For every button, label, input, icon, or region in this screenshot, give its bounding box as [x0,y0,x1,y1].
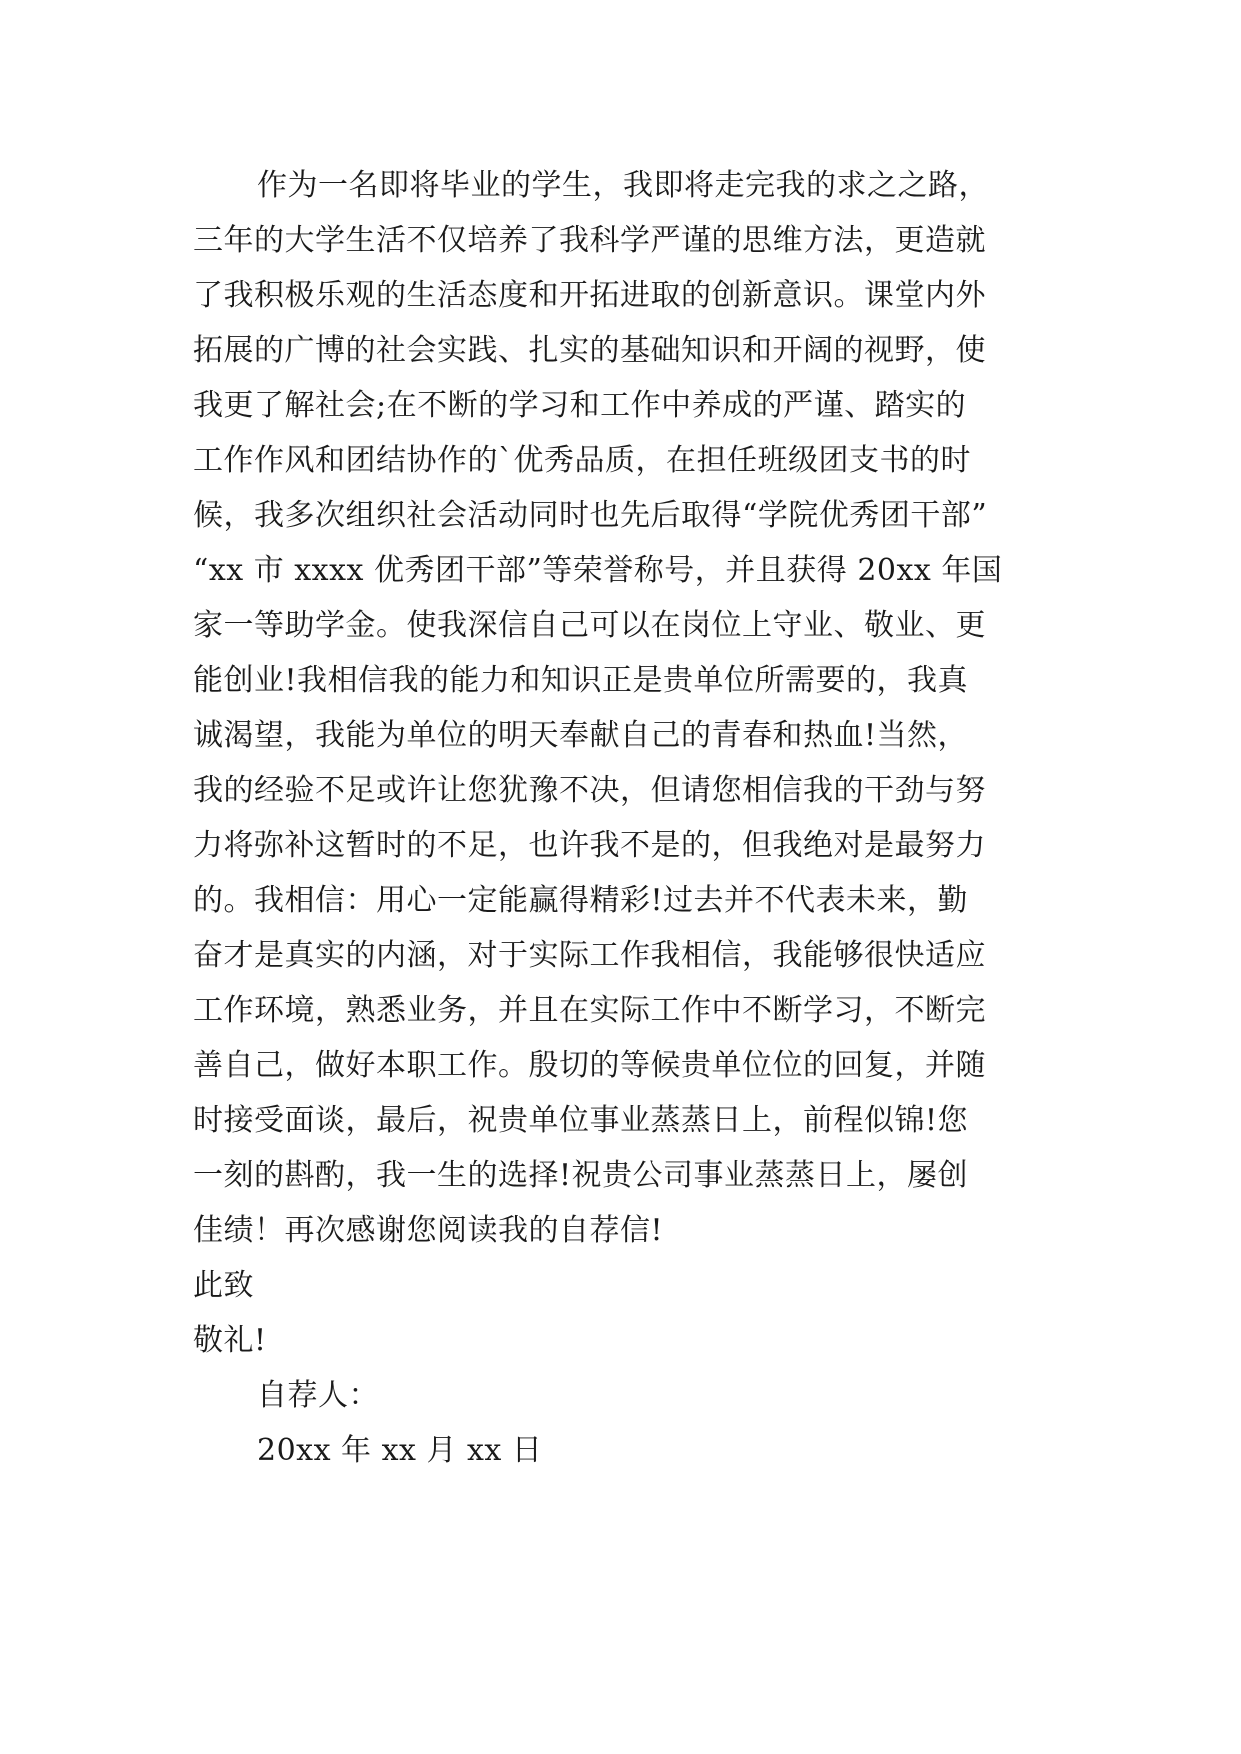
body-line: 我的经验不足或许让您犹豫不决，但请您相信我的干劲与努 [193,773,986,808]
body-line: 的。我相信：用心一定能赢得精彩!过去并不代表未来，勤 [193,883,969,918]
body-line: “xx 市 xxxx 优秀团干部”等荣誉称号，并且获得 20xx 年国 [193,553,1003,588]
body-line: 时接受面谈，最后，祝贵单位事业蒸蒸日上，前程似锦!您 [193,1103,969,1138]
signature-label: 自荐人： [257,1378,379,1413]
closing-regards: 敬礼! [193,1323,267,1358]
body-line: 一刻的斟酌，我一生的选择!祝贵公司事业蒸蒸日上，屡创 [193,1158,969,1193]
body-line: 我更了解社会;在不断的学习和工作中养成的严谨、踏实的 [193,388,967,423]
body-line: 善自己，做好本职工作。殷切的等候贵单位位的回复，并随 [193,1048,986,1083]
body-line: 作为一名即将毕业的学生，我即将走完我的求之之路， [257,168,989,203]
body-line: 拓展的广博的社会实践、扎实的基础知识和开阔的视野，使 [193,333,986,368]
body-line: 佳绩！再次感谢您阅读我的自荐信! [193,1213,664,1248]
body-line: 诚渴望，我能为单位的明天奉献自己的青春和热血!当然， [193,718,969,753]
body-line: 工作环境，熟悉业务，并且在实际工作中不断学习，不断完 [193,993,986,1028]
body-line: 三年的大学生活不仅培养了我科学严谨的思维方法，更造就 [193,223,986,258]
body-line: 工作作风和团结协作的`优秀品质，在担任班级团支书的时 [193,443,971,478]
body-line: 奋才是真实的内涵，对于实际工作我相信，我能够很快适应 [193,938,986,973]
closing-salutation: 此致 [193,1268,254,1303]
body-line: 力将弥补这暂时的不足，也许我不是的，但我绝对是最努力 [193,828,986,863]
body-line: 候，我多次组织社会活动同时也先后取得“学院优秀团干部” [193,498,988,533]
body-line: 了我积极乐观的生活态度和开拓进取的创新意识。课堂内外 [193,278,986,313]
letter-date: 20xx 年 xx 月 xx 日 [257,1433,543,1468]
body-line: 家一等助学金。使我深信自己可以在岗位上守业、敬业、更 [193,608,986,643]
body-line: 能创业!我相信我的能力和知识正是贵单位所需要的，我真 [193,663,969,698]
